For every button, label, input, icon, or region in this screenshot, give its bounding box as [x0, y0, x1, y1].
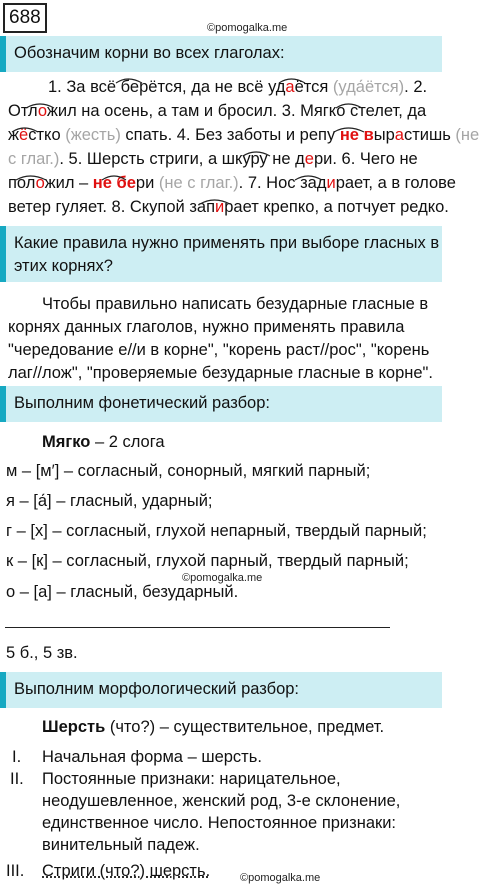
answer-line-2: корнях данных глаголов, нужно применять правила: [8, 318, 405, 336]
proverb-line-1: 1. За всё берётся, да не всё удаётся (уда́ётся). 2.: [48, 78, 428, 96]
exercise-number: 688: [3, 3, 47, 33]
proverb-line-4: с глаг.). 5. Шерсть стриги, а шкуру не дери. 6. Чего не: [8, 150, 418, 168]
section-header-roots: Обозначим корни во всех глаголах:: [0, 36, 442, 72]
rules-answer: [8, 293, 468, 385]
morph-item-2-line-1: Постоянные признаки: нарицательное,: [42, 770, 341, 788]
phonetic-row-2: я – [а́] – гласный, ударный;: [6, 492, 213, 510]
morph-word-suffix: (что?) – существительное, предмет.: [105, 718, 385, 736]
morph-item-2-line-3: единственное число. Непостоянное признаки:: [42, 814, 397, 832]
phonetic-word-line: [42, 431, 165, 454]
root-arcs: [8, 77, 479, 227]
phonetic-row-5: о – [а] – гласный, безударный.: [6, 583, 239, 601]
morph-item-2-line-2: неодушевленное, женский род, 3-е склонение,: [42, 792, 401, 810]
morph-item-num-2: II.: [10, 770, 24, 788]
answer-line-3: "чередование е//и в корне", "корень раст//рос", "корень: [8, 341, 430, 359]
root-word: берётся: [120, 78, 183, 96]
section-header-rules: Какие правила нужно применять при выборе гласных в этих корнях?: [0, 226, 442, 282]
answer-line-1: Чтобы правильно написать безударные гласные в: [42, 295, 429, 313]
phonetic-row-1: м – [м′] – согласный, сонорный, мягкий парный;: [6, 462, 371, 480]
proverb-line-2: Отложил на осень, а там и бросил. 3. Мягко стелет, да: [8, 102, 427, 120]
morph-item-num-1: I.: [12, 748, 22, 766]
proverb-line-6: ветер гуляет. 8. Скупой запирает крепко, а потчует редко.: [8, 198, 449, 216]
phonetic-word: Мягко: [42, 433, 91, 451]
divider: [5, 627, 390, 628]
morph-item-text-3: Стриги (что?) шерсть.: [42, 862, 211, 880]
phonetic-row-4: к – [к] – согласный, глухой парный, твердый парный;: [6, 552, 409, 570]
section-header-phonetic: Выполним фонетический разбор:: [0, 386, 442, 422]
section-header-morphology: Выполним морфологический разбор:: [0, 672, 442, 708]
watermark-middle: ©pomogalka.me: [182, 572, 263, 584]
proverb-line-3: жёстко (жесть) спать. 4. Без заботы и репу не вырастишь (не: [8, 126, 479, 144]
watermark-top: ©pomogalka.me: [207, 22, 288, 34]
phonetic-summary: 5 б., 5 зв.: [6, 644, 78, 662]
answer-line-4: лаг//лож", "проверяемые безударные гласные в корне".: [8, 364, 433, 382]
morph-item-num-3: III.: [6, 862, 25, 880]
morph-item-2-line-4: винительный падеж.: [42, 836, 200, 854]
morph-item-text-1: Начальная форма – шерсть.: [42, 748, 262, 766]
morph-word: Шерсть: [42, 718, 106, 736]
morph-item-text-2: [42, 768, 462, 856]
morph-word-line: [42, 716, 384, 739]
watermark-bottom: ©pomogalka.me: [240, 872, 321, 884]
phonetic-row-3: г – [х] – согласный, глухой непарный, твердый парный;: [6, 522, 427, 540]
phonetic-word-suffix: – 2 слога: [90, 433, 165, 451]
proverbs-paragraph: [8, 77, 479, 221]
proverb-line-5: положил – не бери (не с глаг.). 7. Нос задирает, а в голове: [8, 174, 456, 192]
